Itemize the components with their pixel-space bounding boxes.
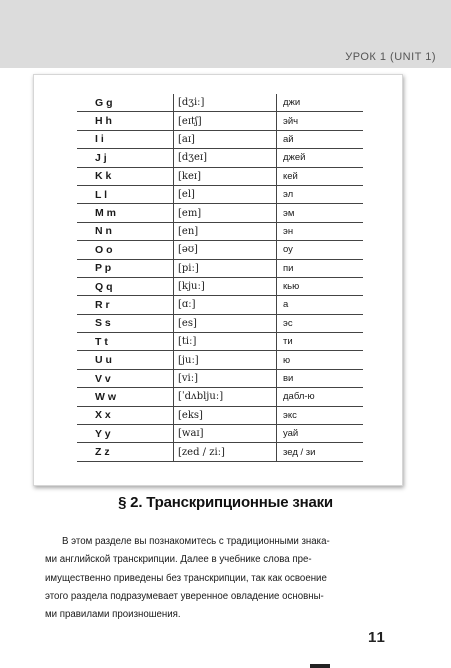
russian-name-cell: эм (277, 204, 364, 222)
transcription-cell: [viː] (174, 369, 277, 387)
letter-cell: H h (77, 112, 174, 130)
table-row (77, 185, 363, 203)
table-row (77, 406, 363, 424)
russian-name-cell: ви (277, 369, 364, 387)
transcription-cell: [ɑː] (174, 296, 277, 314)
russian-name-cell: джей (277, 149, 364, 167)
table-row (77, 443, 363, 461)
letter-cell: J j (77, 149, 174, 167)
table-row (77, 130, 363, 148)
section-paragraph (45, 533, 395, 624)
letter-cell: L l (77, 185, 174, 203)
transcription-cell: [keɪ] (174, 167, 277, 185)
transcription-cell: [eks] (174, 406, 277, 424)
transcription-cell: [kjuː] (174, 277, 277, 295)
letter-cell: N n (77, 222, 174, 240)
russian-name-cell: кью (277, 277, 364, 295)
transcription-cell: [em] (174, 204, 277, 222)
table-row (77, 222, 363, 240)
paragraph-line: имущественно приведены без транскрипции, так как освоение (45, 572, 327, 584)
russian-name-cell: эс (277, 314, 364, 332)
paragraph-line: В этом разделе вы познакомитесь с традиционными знака- (62, 536, 330, 547)
table-row (77, 333, 363, 351)
table-row (77, 277, 363, 295)
letter-cell: Z z (77, 443, 174, 461)
transcription-cell: [en] (174, 222, 277, 240)
transcription-cell: [eɪtʃ] (174, 112, 277, 130)
transcription-cell: [piː] (174, 259, 277, 277)
table-row (77, 149, 363, 167)
alphabet-table-frame (33, 74, 403, 486)
transcription-cell: [zed / ziː] (174, 443, 277, 461)
letter-cell: K k (77, 167, 174, 185)
transcription-cell: [waɪ] (174, 425, 277, 443)
letter-cell: Q q (77, 277, 174, 295)
letter-cell: T t (77, 333, 174, 351)
table-row (77, 204, 363, 222)
transcription-cell: [es] (174, 314, 277, 332)
table-row (77, 296, 363, 314)
letter-cell: V v (77, 369, 174, 387)
table-row (77, 351, 363, 369)
page-number: 11 (368, 629, 386, 646)
russian-name-cell: пи (277, 259, 364, 277)
russian-name-cell: ти (277, 333, 364, 351)
transcription-cell: [el] (174, 185, 277, 203)
letter-cell: O o (77, 241, 174, 259)
transcription-cell: [tiː] (174, 333, 277, 351)
table-row (77, 112, 363, 130)
letter-cell: M m (77, 204, 174, 222)
letter-cell: W w (77, 388, 174, 406)
transcription-cell: [dʒeɪ] (174, 149, 277, 167)
letter-cell: P p (77, 259, 174, 277)
table-row (77, 369, 363, 387)
russian-name-cell: оу (277, 241, 364, 259)
russian-name-cell: эн (277, 222, 364, 240)
russian-name-cell: эйч (277, 112, 364, 130)
paragraph-line: ми правилами произношения. (45, 609, 181, 621)
alphabet-table (77, 94, 363, 462)
transcription-cell: [əʊ] (174, 241, 277, 259)
page-edge-mark (310, 664, 330, 668)
table-row (77, 167, 363, 185)
russian-name-cell: зед / зи (277, 443, 364, 461)
table-row (77, 314, 363, 332)
table-row (77, 388, 363, 406)
russian-name-cell: экс (277, 406, 364, 424)
table-row (77, 241, 363, 259)
transcription-cell: [aɪ] (174, 130, 277, 148)
table-row (77, 259, 363, 277)
russian-name-cell: а (277, 296, 364, 314)
paragraph-line: этого раздела подразумевает уверенное овладение основны- (45, 590, 324, 602)
letter-cell: G g (77, 94, 174, 112)
russian-name-cell: джи (277, 94, 364, 112)
letter-cell: I i (77, 130, 174, 148)
letter-cell: U u (77, 351, 174, 369)
russian-name-cell: ю (277, 351, 364, 369)
letter-cell: Y y (77, 425, 174, 443)
paragraph-line: ми английской транскрипции. Далее в учебнике слова пре- (45, 554, 312, 566)
transcription-cell: [dʒiː] (174, 94, 277, 112)
running-head: УРОК 1 (UNIT 1) (345, 51, 436, 63)
table-row (77, 425, 363, 443)
table-row (77, 94, 363, 112)
russian-name-cell: дабл-ю (277, 388, 364, 406)
letter-cell: S s (77, 314, 174, 332)
transcription-cell: [ˈdʌbljuː] (174, 388, 277, 406)
russian-name-cell: кей (277, 167, 364, 185)
letter-cell: X x (77, 406, 174, 424)
letter-cell: R r (77, 296, 174, 314)
section-title: § 2. Транскрипционные знаки (118, 494, 333, 511)
transcription-cell: [juː] (174, 351, 277, 369)
russian-name-cell: эл (277, 185, 364, 203)
russian-name-cell: ай (277, 130, 364, 148)
russian-name-cell: уай (277, 425, 364, 443)
